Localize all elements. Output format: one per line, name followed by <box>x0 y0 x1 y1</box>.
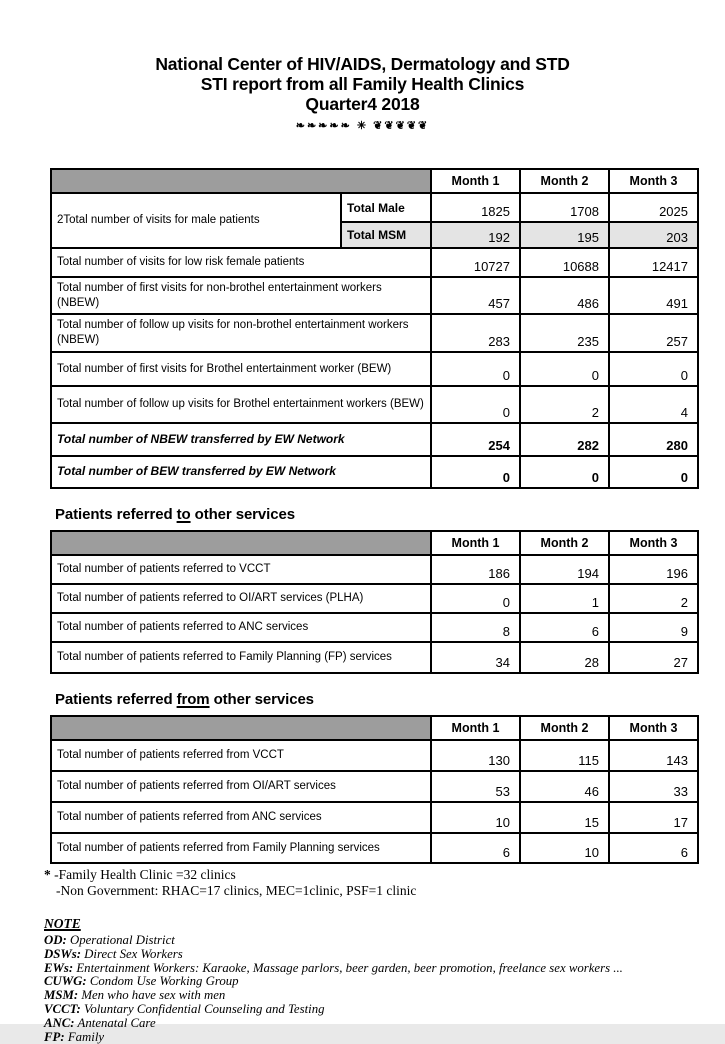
table-row <box>51 193 698 222</box>
row-label: Total number of first visits for non-brothel entertainment workers (NBEW) <box>51 277 431 314</box>
table-row <box>51 613 698 642</box>
value-cell: 28 <box>520 642 609 673</box>
note-item <box>44 1017 725 1031</box>
table-row <box>51 833 698 863</box>
row-label: Total number of visits for low risk female patients <box>51 248 431 277</box>
note-item <box>44 1003 725 1017</box>
value-cell: 10 <box>520 833 609 863</box>
value-cell: 257 <box>609 314 698 352</box>
row-label: Total number of NBEW transferred by EW Network <box>51 423 431 456</box>
report-title <box>0 0 725 132</box>
footnote-clinics <box>44 867 725 883</box>
table-row <box>51 456 698 488</box>
row-label: Total number of follow up visits for non-brothel entertainment workers (NBEW) <box>51 314 431 352</box>
value-cell: 280 <box>609 423 698 456</box>
value-cell: 486 <box>520 277 609 314</box>
header-spacer-cell <box>51 716 431 740</box>
row-label: Total number of patients referred to OI/ART services (PLHA) <box>51 584 431 613</box>
value-cell: 457 <box>431 277 520 314</box>
note-def: Direct Sex Workers <box>80 946 183 961</box>
value-cell: 6 <box>609 833 698 863</box>
value-cell: 8 <box>431 613 520 642</box>
value-cell: 282 <box>520 423 609 456</box>
table-header-row <box>51 169 698 193</box>
ornament-divider: ❧❧❧❧❧ ✳ ❦❦❦❦❦ <box>295 120 430 132</box>
table-row <box>51 740 698 771</box>
value-cell: 186 <box>431 555 520 584</box>
month-header: Month 2 <box>520 716 609 740</box>
referred-from-table <box>50 715 699 864</box>
row-label: Total number of patients referred from OI/ART services <box>51 771 431 802</box>
value-cell: 33 <box>609 771 698 802</box>
month-header: Month 3 <box>609 716 698 740</box>
value-cell: 235 <box>520 314 609 352</box>
value-cell: 0 <box>609 352 698 386</box>
heading-text: other services <box>190 506 295 523</box>
row-label: Total number of patients referred to Family Planning (FP) services <box>51 642 431 673</box>
note-abbr: DSWs: <box>44 946 81 961</box>
note-abbr: OD: <box>44 933 67 947</box>
value-cell: 27 <box>609 642 698 673</box>
value-cell: 46 <box>520 771 609 802</box>
note-abbr: EWs: <box>44 960 74 975</box>
value-cell: 0 <box>609 456 698 488</box>
value-cell: 254 <box>431 423 520 456</box>
value-cell: 10727 <box>431 248 520 277</box>
value-cell: 34 <box>431 642 520 673</box>
month-header: Month 2 <box>520 169 609 193</box>
row-label: Total number of patients referred from VCCT <box>51 740 431 771</box>
value-cell: 115 <box>520 740 609 771</box>
note-abbr: MSM: <box>44 988 79 1003</box>
value-cell: 130 <box>431 740 520 771</box>
note-heading: NOTE <box>44 916 81 931</box>
value-cell: 195 <box>520 222 609 248</box>
table-header-row <box>51 531 698 555</box>
value-cell: 15 <box>520 802 609 833</box>
value-cell: 0 <box>431 456 520 488</box>
asterisk-marker: * <box>44 867 51 882</box>
value-cell: 491 <box>609 277 698 314</box>
footnote-non-government: -Non Government: RHAC=17 clinics, MEC=1clinic, PSF=1 clinic <box>56 882 417 898</box>
note-item <box>44 1031 725 1044</box>
row-label: Total number of patients referred to VCCT <box>51 555 431 584</box>
heading-underlined-word: from <box>176 691 210 708</box>
footnotes <box>44 867 725 898</box>
note-def: Operational District <box>66 933 175 947</box>
value-cell: 6 <box>431 833 520 863</box>
note-def: Entertainment Workers: Karaoke, Massage parlors, beer garden, beer promotion, freelance sex workers ... <box>73 960 623 975</box>
row-label: Total number of patients referred from ANC services <box>51 802 431 833</box>
report-title-line2: STI report from all Family Health Clinics <box>200 74 525 94</box>
month-header: Month 1 <box>431 716 520 740</box>
section-heading-referred-to <box>55 506 725 523</box>
value-cell: 12417 <box>609 248 698 277</box>
note-def: Antenatal Care <box>74 1015 156 1030</box>
table-row <box>51 802 698 833</box>
note-def: Men who have sex with men <box>78 988 226 1003</box>
value-cell: 196 <box>609 555 698 584</box>
month-header: Month 3 <box>609 169 698 193</box>
table-header-row <box>51 716 698 740</box>
visits-table <box>50 168 699 489</box>
report-title-line1: National Center of HIV/AIDS, Dermatology and STD <box>155 54 570 74</box>
value-cell: 2 <box>609 584 698 613</box>
value-cell: 53 <box>431 771 520 802</box>
table-row <box>51 642 698 673</box>
note-item <box>44 962 725 976</box>
row-label: 2Total number of visits for male patients <box>51 193 341 248</box>
note-abbr: ANC: <box>44 1015 75 1030</box>
row-label: Total number of patients referred to ANC services <box>51 613 431 642</box>
note-def: Condom Use Working Group <box>86 974 239 989</box>
value-cell: 10 <box>431 802 520 833</box>
row-label: Total number of patients referred from Family Planning services <box>51 833 431 863</box>
header-spacer-cell <box>51 531 431 555</box>
row-label: Total number of follow up visits for Brothel entertainment workers (BEW) <box>51 386 431 423</box>
value-cell: 1708 <box>520 193 609 222</box>
value-cell: 0 <box>431 352 520 386</box>
value-cell: 194 <box>520 555 609 584</box>
note-abbr: VCCT: <box>44 1001 81 1016</box>
row-sublabel: Total MSM <box>341 222 431 248</box>
row-label: Total number of BEW transferred by EW Network <box>51 456 431 488</box>
value-cell: 283 <box>431 314 520 352</box>
value-cell: 17 <box>609 802 698 833</box>
value-cell: 192 <box>431 222 520 248</box>
table-row <box>51 555 698 584</box>
value-cell: 0 <box>431 386 520 423</box>
table-row <box>51 423 698 456</box>
value-cell: 203 <box>609 222 698 248</box>
month-header: Month 1 <box>431 169 520 193</box>
note-item <box>44 975 725 989</box>
note-def: Voluntary Confidential Counseling and Testing <box>80 1001 325 1016</box>
value-cell: 1825 <box>431 193 520 222</box>
note-item <box>44 934 725 948</box>
table-row <box>51 771 698 802</box>
note-def: Family <box>64 1029 105 1044</box>
note-abbr: CUWG: <box>44 974 87 989</box>
heading-text: other services <box>209 691 314 708</box>
table-row <box>51 248 698 277</box>
value-cell: 9 <box>609 613 698 642</box>
table-row <box>51 277 698 314</box>
heading-text: Patients referred <box>55 506 177 523</box>
heading-text: Patients referred <box>55 691 177 708</box>
month-header: Month 2 <box>520 531 609 555</box>
table-row <box>51 352 698 386</box>
value-cell: 2025 <box>609 193 698 222</box>
value-cell: 0 <box>431 584 520 613</box>
value-cell: 6 <box>520 613 609 642</box>
section-heading-referred-from <box>55 691 725 708</box>
table-row <box>51 584 698 613</box>
value-cell: 0 <box>520 456 609 488</box>
referred-to-table <box>50 530 699 674</box>
note-item <box>44 989 725 1003</box>
note-abbr: FP: <box>44 1029 65 1044</box>
value-cell: 1 <box>520 584 609 613</box>
month-header: Month 1 <box>431 531 520 555</box>
note-block <box>44 916 725 1044</box>
table-row <box>51 314 698 352</box>
footnote-text: -Family Health Clinic =32 clinics <box>50 867 236 882</box>
header-spacer-cell <box>51 169 431 193</box>
value-cell: 4 <box>609 386 698 423</box>
value-cell: 143 <box>609 740 698 771</box>
row-label: Total number of first visits for Brothel entertainment worker (BEW) <box>51 352 431 386</box>
month-header: Month 3 <box>609 531 698 555</box>
report-title-line3: Quarter4 2018 <box>305 94 420 114</box>
value-cell: 2 <box>520 386 609 423</box>
value-cell: 10688 <box>520 248 609 277</box>
table-row <box>51 386 698 423</box>
note-item <box>44 948 725 962</box>
row-sublabel: Total Male <box>341 193 431 222</box>
value-cell: 0 <box>520 352 609 386</box>
heading-underlined-word: to <box>176 506 191 523</box>
